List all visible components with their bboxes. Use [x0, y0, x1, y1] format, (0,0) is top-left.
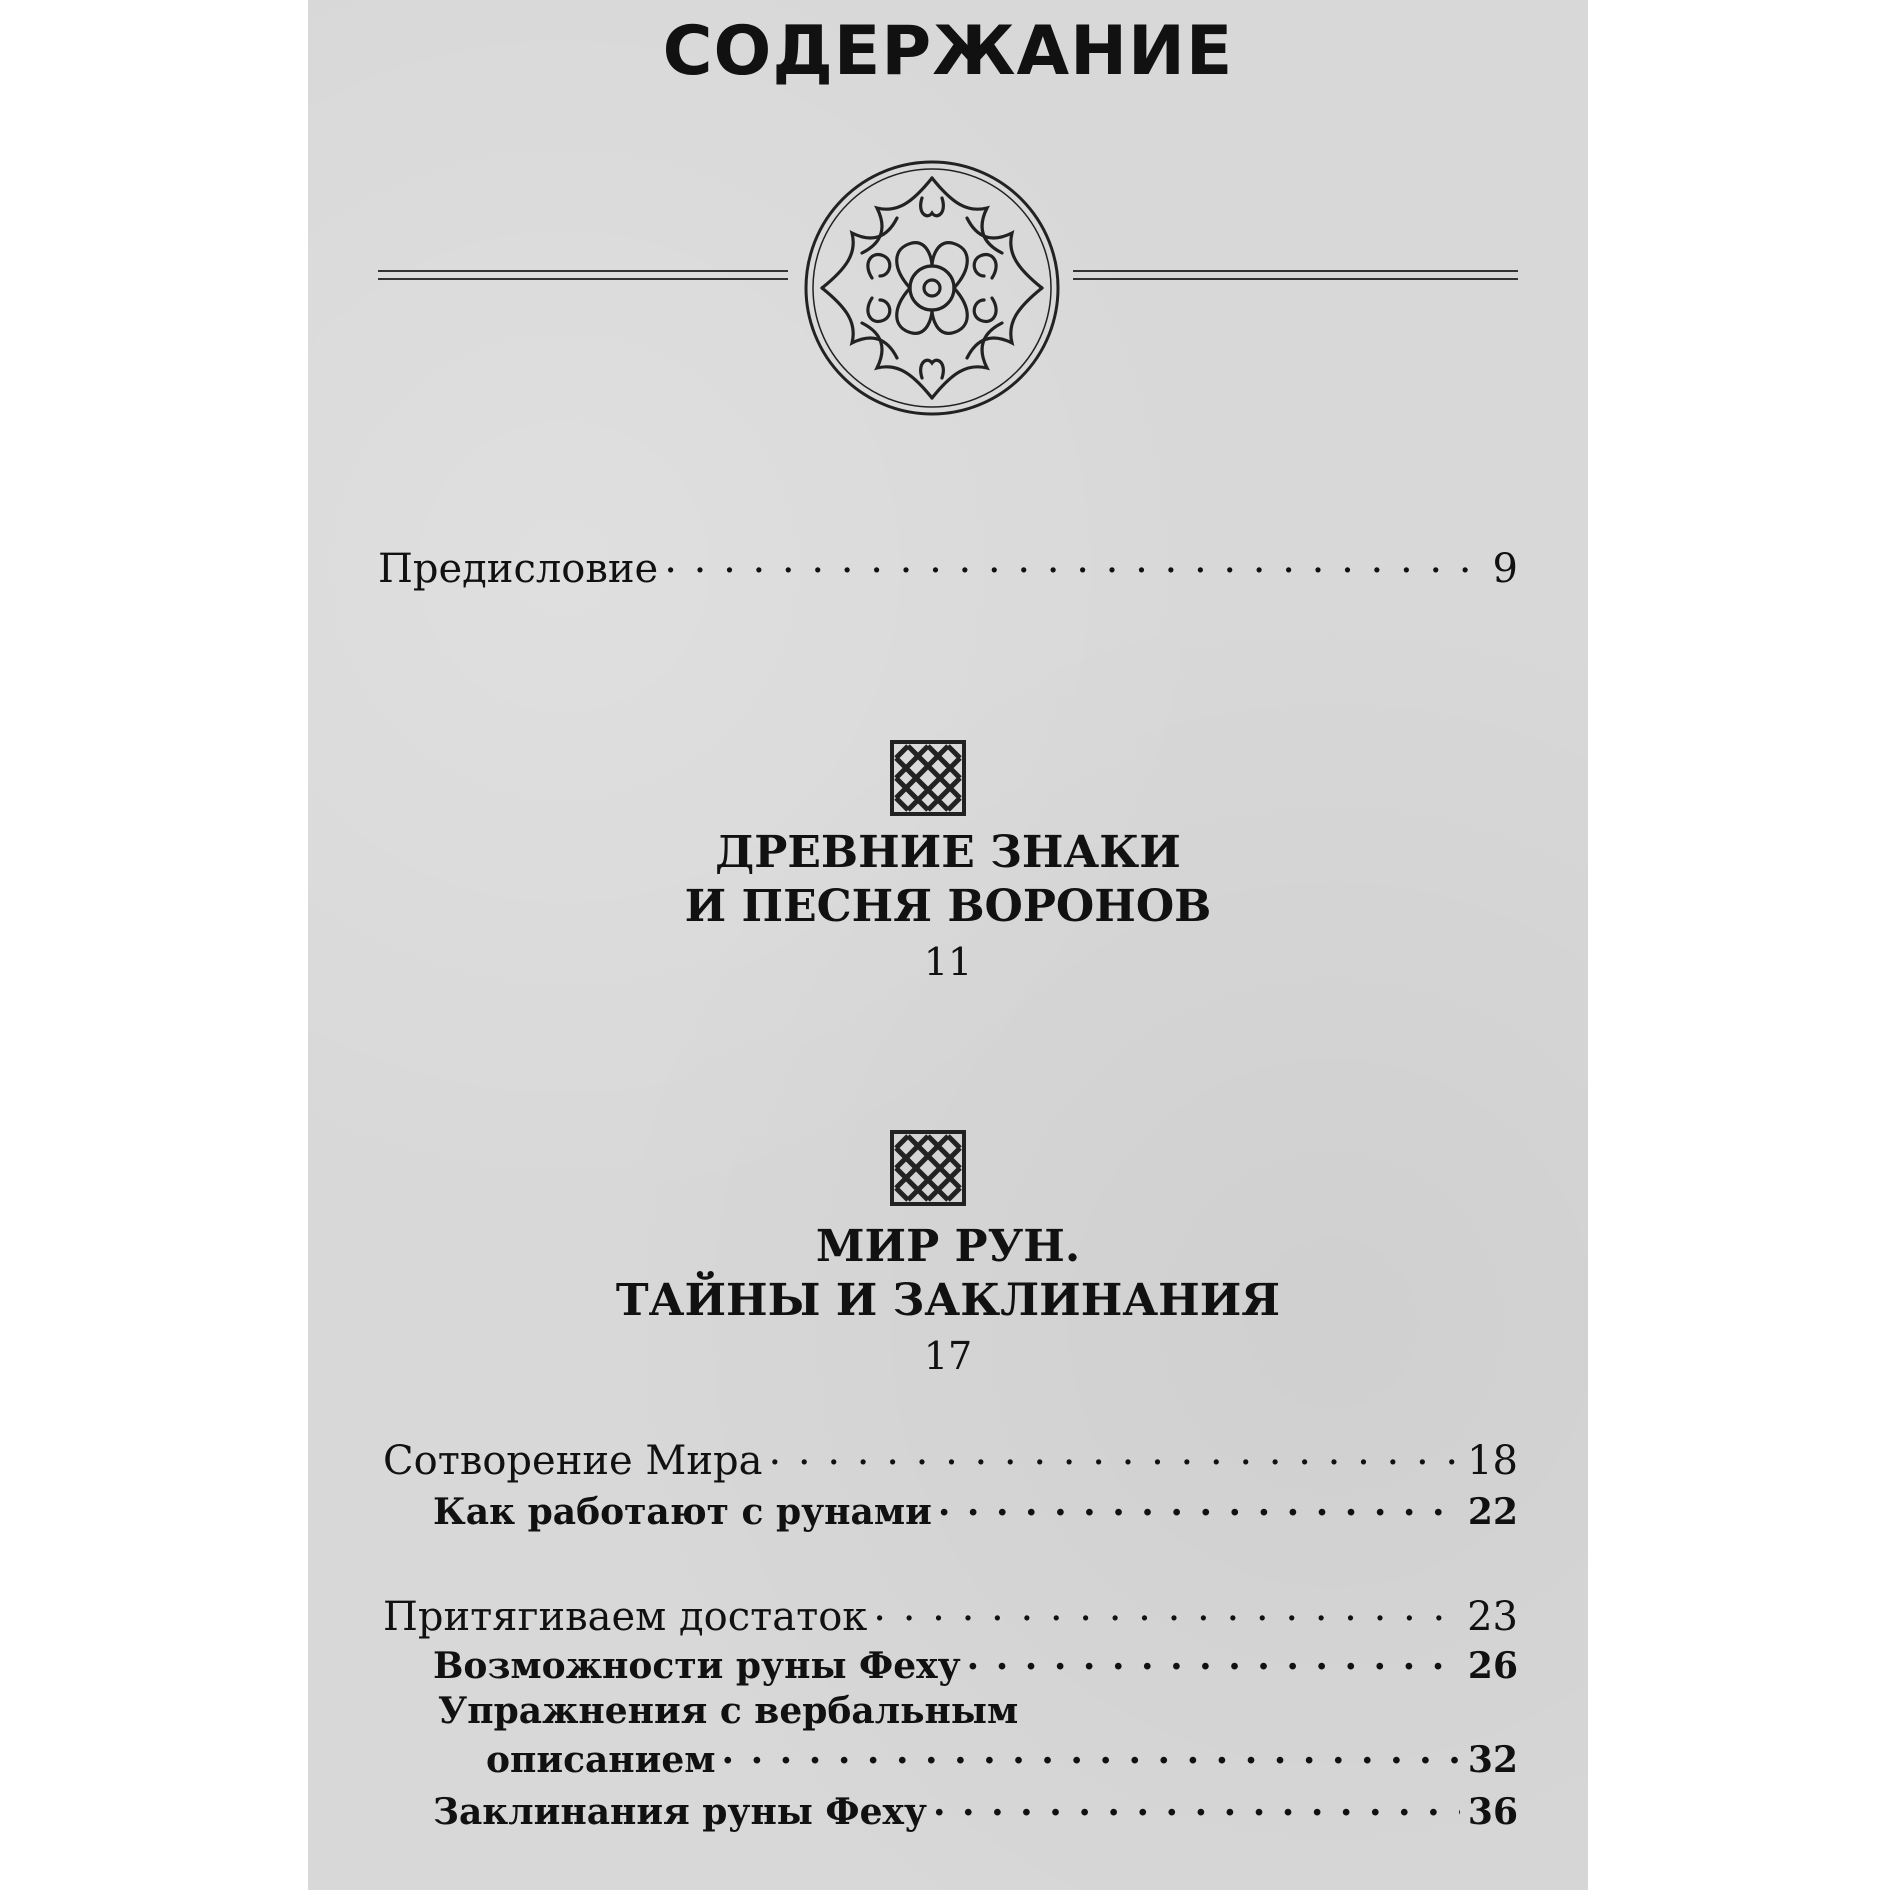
toc-subentry[interactable] [433, 1640, 1518, 1687]
toc-entry-preface[interactable] [378, 540, 1518, 592]
toc-subentry-title-line1: Упражнения с вербальным [438, 1690, 1019, 1732]
toc-entry-title: Притягиваем достаток [383, 1594, 868, 1640]
dot-leader [967, 1640, 1460, 1678]
section-page-number: 11 [923, 940, 973, 984]
section-title-line1: МИР РУН. [815, 1221, 1081, 1272]
dot-leader [722, 1734, 1460, 1772]
decorative-rule-right [1073, 270, 1518, 282]
toc-entry-page: 32 [1467, 1738, 1518, 1781]
toc-entry[interactable] [383, 1432, 1518, 1484]
toc-subentry[interactable] [433, 1786, 1518, 1833]
toc-subentry[interactable] [486, 1734, 1518, 1781]
toc-entry-title: Заклинания руны Феху [433, 1790, 927, 1833]
celtic-knot-icon [888, 738, 968, 818]
decorative-rule-left [378, 270, 788, 282]
section-title-line2: ТАЙНЫ И ЗАКЛИНАНИЯ [615, 1275, 1281, 1326]
circular-arabesque-ornament-icon [802, 158, 1062, 418]
dot-leader [933, 1786, 1460, 1824]
toc-subentry[interactable] [433, 1486, 1518, 1533]
toc-entry-title: Как работают с рунами [433, 1490, 932, 1533]
dot-leader [768, 1432, 1459, 1474]
toc-entry-page: 36 [1467, 1790, 1518, 1833]
toc-entry-page: 18 [1467, 1438, 1518, 1484]
section-title-line2: И ПЕСНЯ ВОРОНОВ [684, 881, 1212, 932]
section-title-line1: ДРЕВНИЕ ЗНАКИ [715, 827, 1181, 878]
toc-entry-title: описанием [486, 1738, 716, 1781]
toc-entry-page: 22 [1467, 1490, 1518, 1533]
celtic-knot-icon [888, 1128, 968, 1208]
toc-entry[interactable] [383, 1588, 1518, 1640]
dot-leader [664, 540, 1484, 582]
dot-leader [873, 1588, 1459, 1630]
toc-entry-page: 26 [1467, 1644, 1518, 1687]
toc-entry-title: Возможности руны Феху [433, 1644, 961, 1687]
book-page [308, 0, 1588, 1890]
toc-entry-page: 9 [1492, 546, 1518, 592]
toc-entry-title: Предисловие [378, 546, 659, 592]
toc-entry-title: Сотворение Мира [383, 1438, 763, 1484]
page-title: СОДЕРЖАНИЕ [662, 12, 1234, 91]
section-page-number: 17 [923, 1334, 973, 1378]
toc-entry-page: 23 [1467, 1594, 1518, 1640]
dot-leader [938, 1486, 1460, 1524]
